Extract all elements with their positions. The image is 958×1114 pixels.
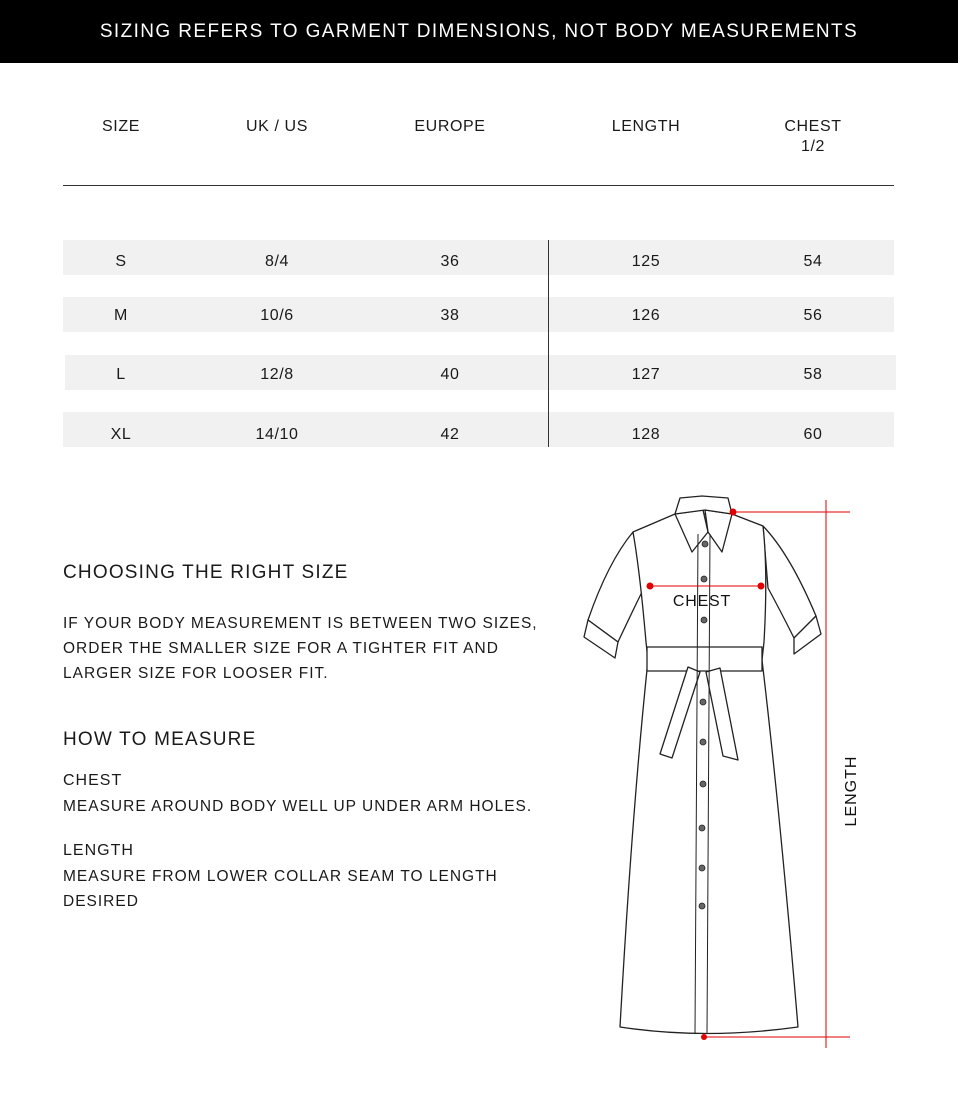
header-length: LENGTH bbox=[611, 118, 681, 135]
header-chest bbox=[763, 117, 863, 157]
table-cell: 58 bbox=[803, 366, 823, 383]
choosing-size-line: ORDER THE SMALLER SIZE FOR A TIGHTER FIT AND bbox=[63, 640, 499, 657]
length-marker-top bbox=[730, 509, 737, 516]
button-icon bbox=[702, 541, 708, 547]
table-cell: 14/10 bbox=[255, 426, 299, 443]
header-uk-us: UK / US bbox=[246, 118, 308, 135]
choosing-size-line: LARGER SIZE FOR LOOSER FIT. bbox=[63, 665, 329, 682]
chest-instruction: MEASURE AROUND BODY WELL UP UNDER ARM HOLES. bbox=[63, 798, 533, 815]
length-instruction bbox=[63, 864, 498, 914]
chest-marker-right bbox=[758, 583, 765, 590]
column-divider bbox=[548, 240, 549, 447]
table-cell: 36 bbox=[440, 253, 460, 270]
table-cell: XL bbox=[110, 426, 132, 443]
choosing-size-text bbox=[63, 611, 538, 686]
chest-subhead: CHEST bbox=[63, 772, 123, 789]
length-diagram-label: LENGTH bbox=[843, 755, 860, 827]
banner-text: SIZING REFERS TO GARMENT DIMENSIONS, NOT BODY MEASUREMENTS bbox=[99, 20, 859, 42]
button-icon bbox=[701, 576, 707, 582]
table-cell: 8/4 bbox=[264, 253, 290, 270]
table-cell: 12/8 bbox=[260, 366, 294, 383]
button-icon bbox=[700, 739, 706, 745]
right-sleeve-shape bbox=[763, 526, 816, 638]
choosing-size-line: IF YOUR BODY MEASUREMENT IS BETWEEN TWO SIZES, bbox=[63, 615, 538, 632]
button-icon bbox=[699, 825, 705, 831]
dress-measurement-diagram bbox=[580, 492, 860, 1048]
table-cell: M bbox=[114, 307, 128, 324]
length-instruction-line: DESIRED bbox=[63, 893, 139, 910]
table-cell: 60 bbox=[803, 426, 823, 443]
button-icon bbox=[699, 903, 705, 909]
table-cell: 56 bbox=[803, 307, 823, 324]
length-instruction-line: MEASURE FROM LOWER COLLAR SEAM TO LENGTH bbox=[63, 868, 498, 885]
table-cell: 126 bbox=[631, 307, 661, 324]
table-cell: 127 bbox=[631, 366, 661, 383]
length-marker-bottom bbox=[701, 1034, 707, 1040]
belt-shape bbox=[647, 647, 762, 671]
header-size: SIZE bbox=[102, 118, 140, 135]
table-cell: 128 bbox=[631, 426, 661, 443]
header-divider bbox=[63, 185, 894, 186]
table-cell: 10/6 bbox=[260, 307, 294, 324]
header-chest-label: CHEST bbox=[784, 118, 842, 135]
table-cell: L bbox=[116, 366, 126, 383]
choosing-size-title: CHOOSING THE RIGHT SIZE bbox=[63, 562, 349, 583]
table-cell: 40 bbox=[440, 366, 460, 383]
length-subhead: LENGTH bbox=[63, 842, 134, 859]
button-icon bbox=[699, 865, 705, 871]
chest-marker-left bbox=[647, 583, 654, 590]
button-icon bbox=[701, 617, 707, 623]
header-europe: EUROPE bbox=[414, 118, 486, 135]
chest-diagram-label: CHEST bbox=[672, 593, 732, 610]
button-icon bbox=[700, 699, 706, 705]
table-cell: S bbox=[115, 253, 127, 270]
table-cell: 125 bbox=[631, 253, 661, 270]
table-cell: 54 bbox=[803, 253, 823, 270]
table-cell: 42 bbox=[440, 426, 460, 443]
how-to-measure-title: HOW TO MEASURE bbox=[63, 729, 257, 750]
table-cell: 38 bbox=[440, 307, 460, 324]
button-icon bbox=[700, 781, 706, 787]
top-banner bbox=[0, 0, 958, 63]
header-chest-half: 1/2 bbox=[800, 138, 826, 155]
